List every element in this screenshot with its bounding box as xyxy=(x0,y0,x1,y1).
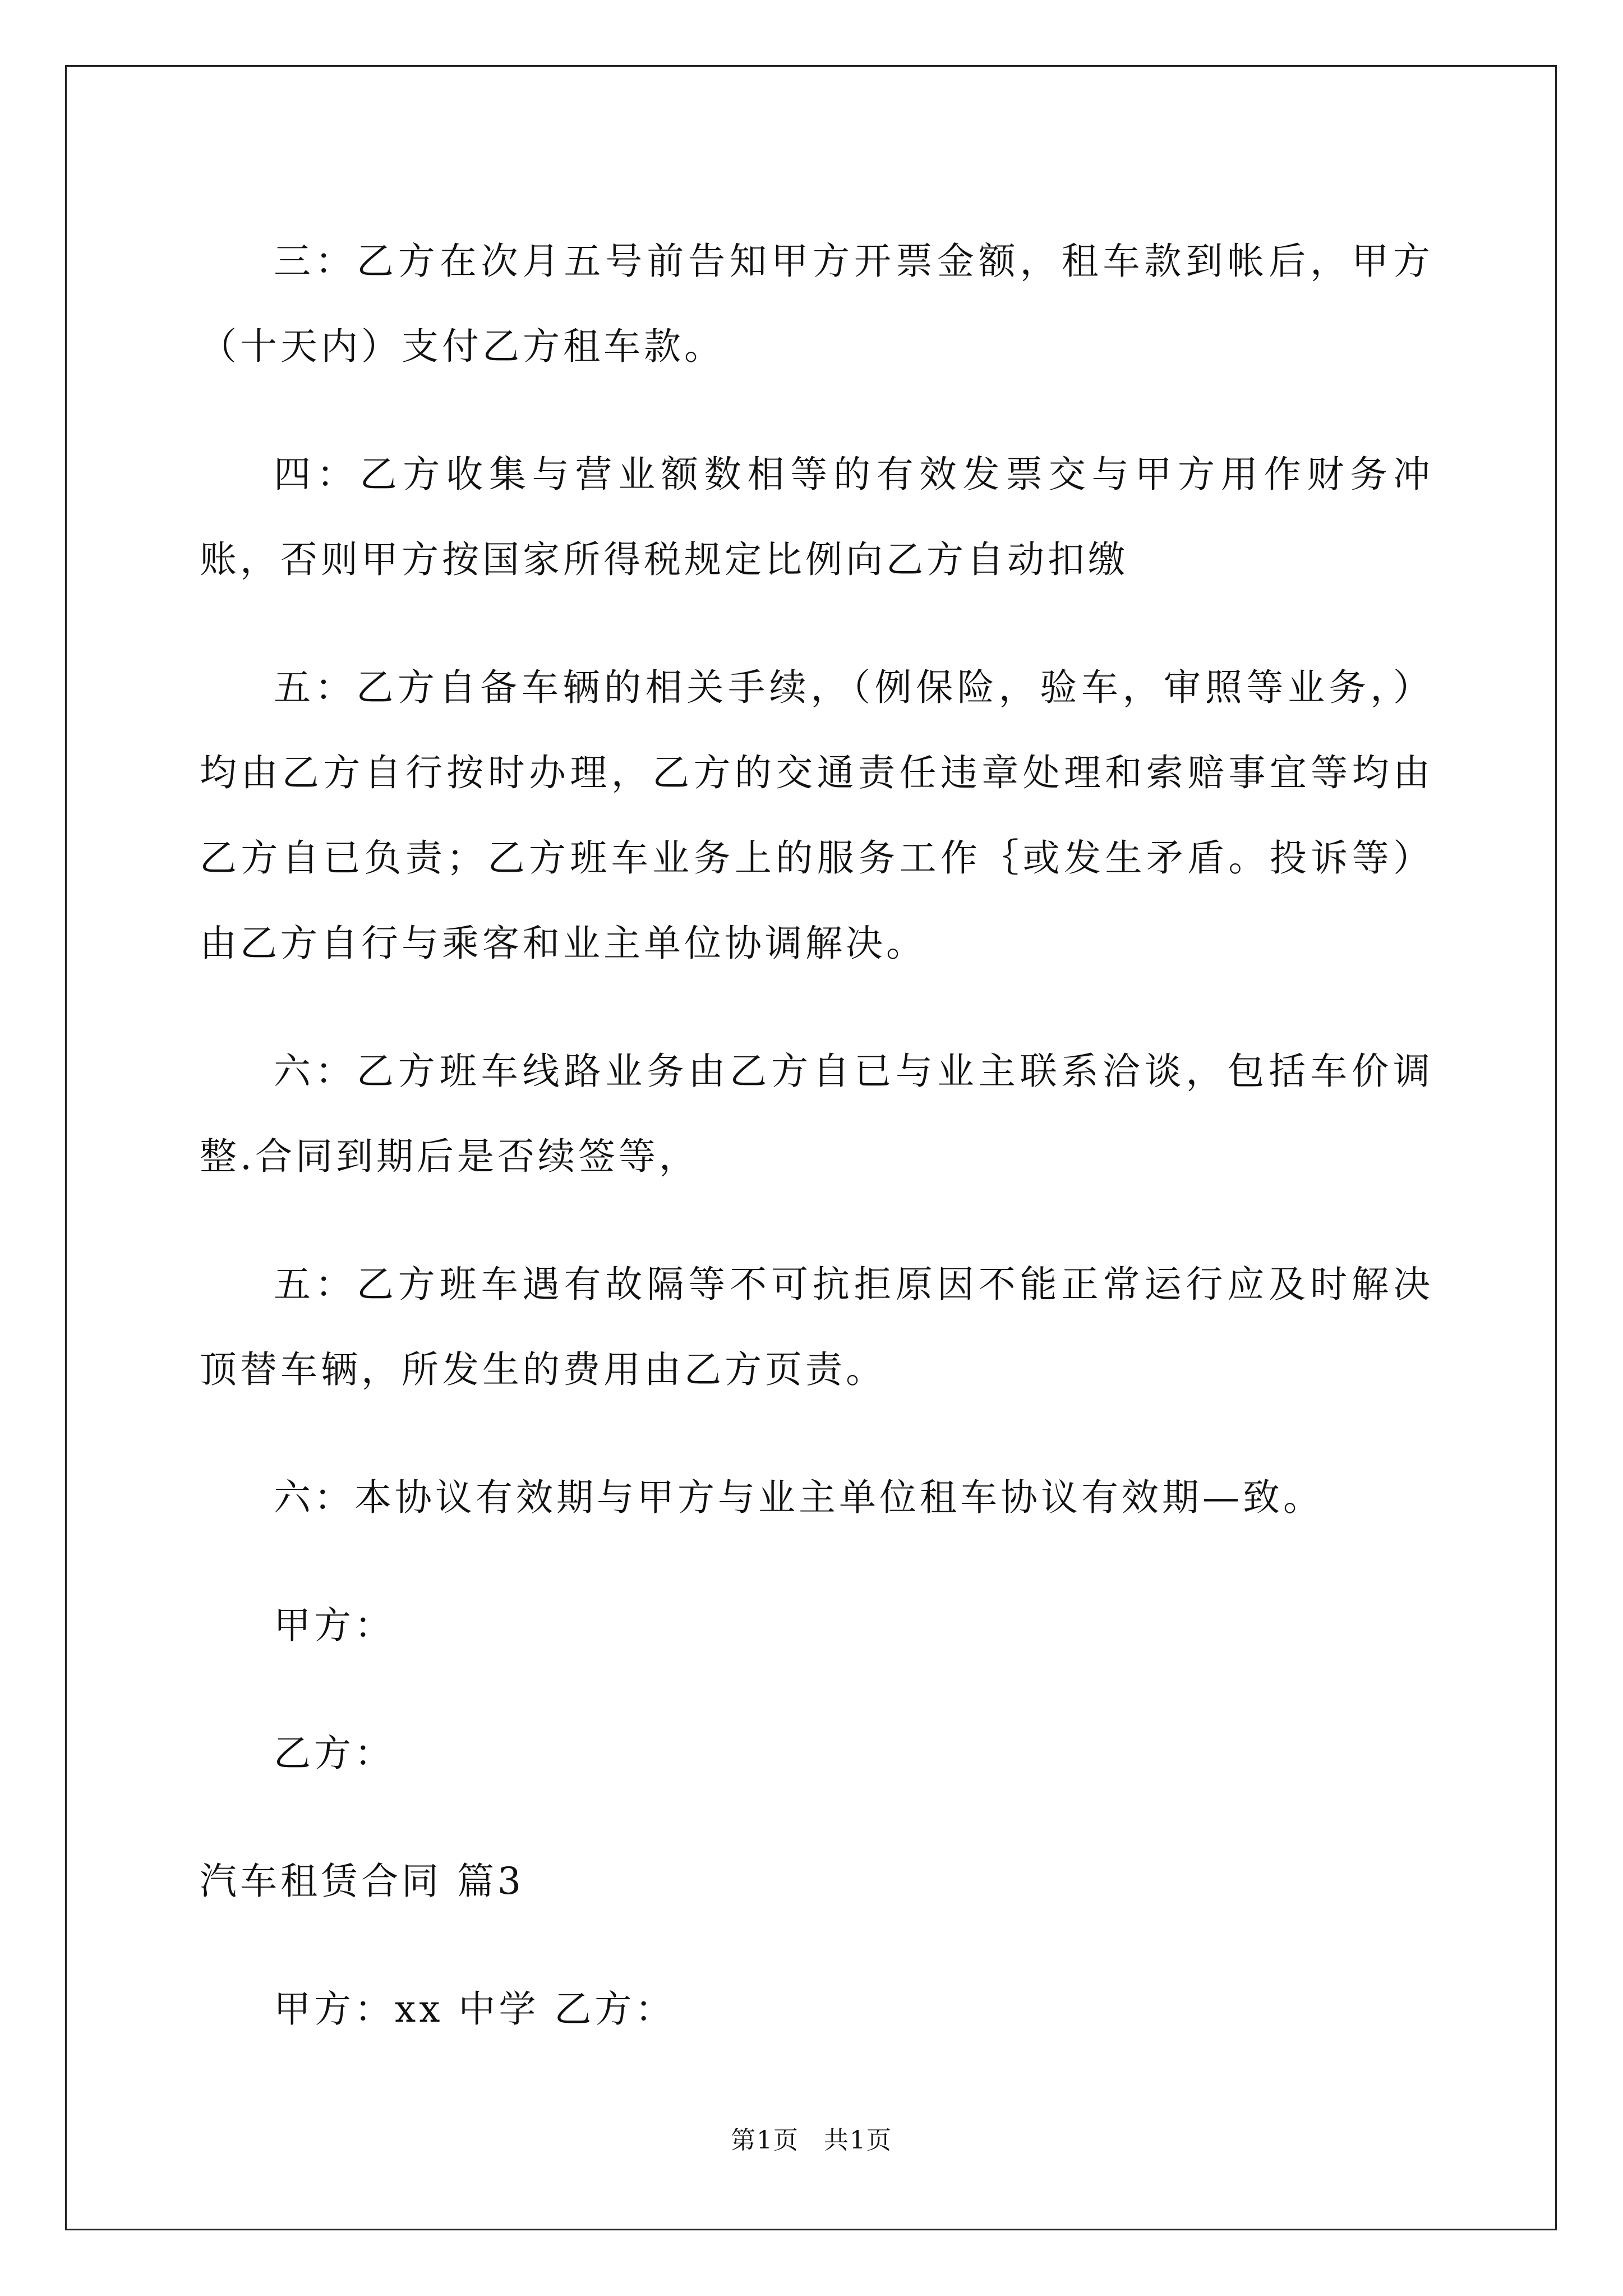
party-b-signature: 乙方： xyxy=(274,1732,395,1775)
section-title: 汽车租赁合同 篇3 xyxy=(200,1860,524,1903)
clause-six-second: 六：本协议有效期与甲方与业主单位租车协议有效期—致。 xyxy=(274,1476,1324,1519)
clause-three: 三：乙方在次月五号前告知甲方开票金额，租车款到帐后，甲方（十天内）支付乙方租车款。 xyxy=(200,240,1433,368)
page-footer xyxy=(0,2124,1623,2157)
document-body xyxy=(200,219,1433,2095)
clause-five: 五：乙方自备车辆的相关手续，（例保险，验车，审照等业务，）均由乙方自行按时办理，乙方的交通责任违章处理和索赔事宜等均由乙方自已负责；乙方班车业务上的服务工作｛或发生矛盾。投诉等）由乙方自行与乘客和业主单位协调解决。 xyxy=(200,666,1433,965)
parties-line: 甲方：xx 中学 乙方： xyxy=(274,1987,676,2031)
clause-five-second: 五：乙方班车遇有故隔等不可抗拒原因不能正常运行应及时解决顶替车辆，所发生的费用由乙方页责。 xyxy=(200,1263,1433,1391)
page-total: 共1页 xyxy=(824,2126,892,2155)
party-a-signature: 甲方： xyxy=(274,1604,395,1647)
clause-six: 六：乙方班车线路业务由乙方自已与业主联系洽谈，包括车价调整.合同到期后是否续签等， xyxy=(200,1050,1433,1178)
clause-four: 四：乙方收集与营业额数相等的有效发票交与甲方用作财务冲账，否则甲方按国家所得税规定比例向乙方自动扣缴 xyxy=(200,453,1433,581)
page-number: 第1页 xyxy=(731,2126,799,2155)
